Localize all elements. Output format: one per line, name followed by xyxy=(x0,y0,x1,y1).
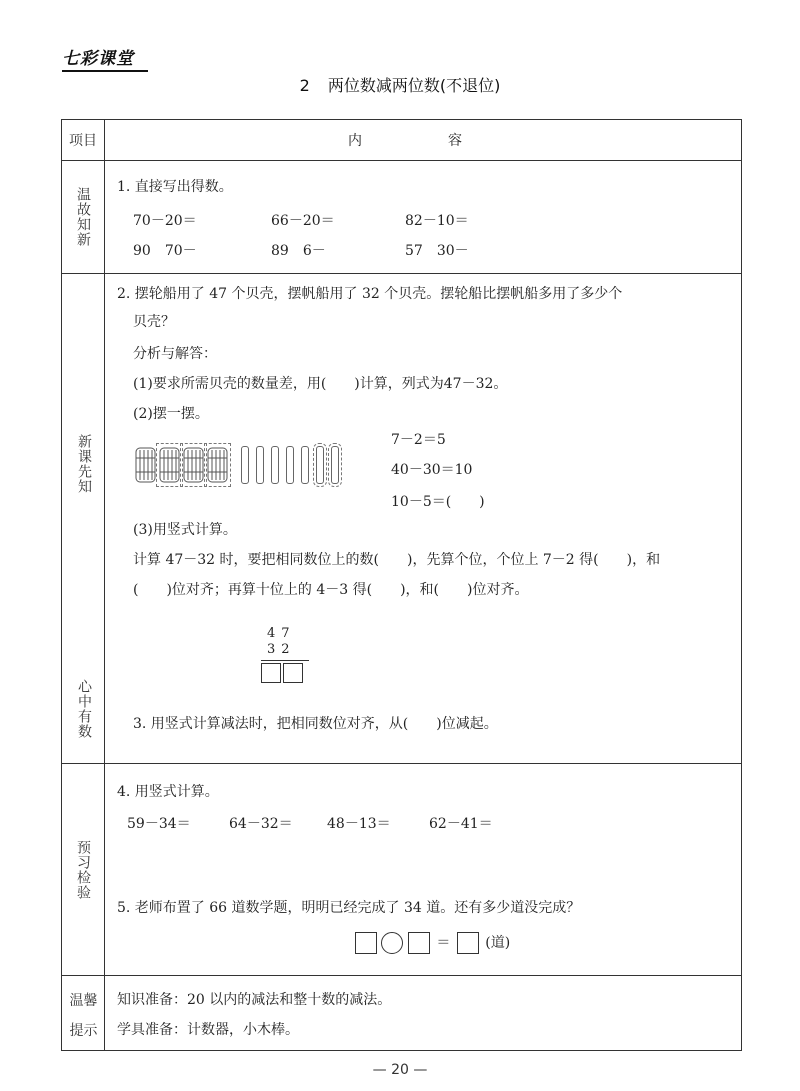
answer-box[interactable] xyxy=(355,932,377,954)
equation-2: 40－30＝10 xyxy=(391,462,473,478)
explanation-line-1: 计算 47－32 时，要把相同数位上的数( )，先算个位，个位上 7－2 得( )，和 xyxy=(133,552,661,568)
calculation-rule xyxy=(261,660,309,661)
calc-item: 66－20＝ xyxy=(271,213,335,229)
calc-item: 82－10＝ xyxy=(405,213,469,229)
subtrahend: 32 xyxy=(267,642,296,657)
stick-bundle-icon xyxy=(183,446,204,484)
tips-content xyxy=(105,976,742,1051)
tips-line-1: 知识准备：20 以内的减法和整十数的减法。 xyxy=(117,992,392,1008)
stick-bundle-icon xyxy=(207,446,228,484)
question-2-cont: 贝壳？ xyxy=(133,314,175,330)
review-label: 温故知新 xyxy=(75,187,91,247)
table-head-row xyxy=(62,120,742,161)
heart-label: 心中有数 xyxy=(76,679,92,739)
step-1: (1)要求所需贝壳的数量差，用( )计算，列式为47－32。 xyxy=(133,376,508,392)
preview-label: 预习检验 xyxy=(75,839,91,900)
logo-underline xyxy=(62,70,148,72)
answer-equation xyxy=(355,932,512,954)
lesson-title: 两位数减两位数(不退位) xyxy=(327,76,501,95)
single-stick-icon xyxy=(286,446,294,484)
tips-row xyxy=(62,976,742,1051)
review-content xyxy=(105,161,742,274)
step-2: (2)摆一摆。 xyxy=(133,406,209,422)
calc-item: 57 30－ xyxy=(405,243,469,259)
single-stick-icon xyxy=(301,446,309,484)
tips-label-cell xyxy=(62,976,105,1051)
head-content: 内 容 xyxy=(105,120,742,161)
single-stick-icon xyxy=(331,446,339,484)
calc-item: 89 6－ xyxy=(271,243,326,259)
tips-label: 温馨提示 xyxy=(69,993,98,1039)
answer-box[interactable] xyxy=(408,932,430,954)
question-4: 4. 用竖式计算。 xyxy=(117,784,219,800)
new-label: 新课先知 xyxy=(76,434,92,494)
counting-sticks xyxy=(135,446,339,484)
brand-logo: 七彩课堂 xyxy=(62,49,134,69)
single-stick-icon xyxy=(256,446,264,484)
tips-line-2: 学具准备：计数器，小木棒。 xyxy=(117,1022,299,1038)
stick-bundle-icon xyxy=(159,446,180,484)
new-label-cell xyxy=(62,274,105,764)
answer-box[interactable] xyxy=(283,663,303,683)
vertical-calculation xyxy=(261,626,309,688)
calc-item: 62－41＝ xyxy=(429,816,493,832)
equation-3: 10－5＝( ) xyxy=(391,494,485,510)
page-title xyxy=(0,73,800,96)
page-number: — 20 — xyxy=(372,1062,428,1078)
review-label-cell xyxy=(62,161,105,274)
single-stick-icon xyxy=(316,446,324,484)
new-knowledge-row xyxy=(62,274,742,764)
calc-item: 59－34＝ xyxy=(127,816,191,832)
lesson-table xyxy=(61,119,742,1051)
answer-box[interactable] xyxy=(261,663,281,683)
step-3: (3)用竖式计算。 xyxy=(133,522,237,538)
preview-label-cell xyxy=(62,764,105,976)
single-stick-icon xyxy=(271,446,279,484)
unit-label: (道) xyxy=(485,935,511,951)
review-row xyxy=(62,161,742,274)
equation-1: 7－2＝5 xyxy=(391,432,446,448)
question-2: 2. 摆轮船用了 47 个贝壳，摆帆船用了 32 个贝壳。摆轮船比摆帆船多用了多少个 xyxy=(117,286,623,302)
question-3: 3. 用竖式计算减法时，把相同数位对齐，从( )位减起。 xyxy=(133,716,498,732)
question-5: 5. 老师布置了 66 道数学题，明明已经完成了 34 道。还有多少道没完成？ xyxy=(117,900,581,916)
lesson-number: 2 xyxy=(299,76,310,95)
preview-content xyxy=(105,764,742,976)
analysis-label: 分析与解答： xyxy=(133,346,217,362)
stick-bundle-icon xyxy=(135,446,156,484)
preview-row xyxy=(62,764,742,976)
question-1: 1. 直接写出得数。 xyxy=(117,179,233,195)
operator-circle[interactable] xyxy=(381,932,403,954)
single-stick-icon xyxy=(241,446,249,484)
minuend: 47 xyxy=(267,626,296,641)
calc-item: 70－20＝ xyxy=(133,213,197,229)
new-content xyxy=(105,274,742,764)
head-item: 项目 xyxy=(62,120,105,161)
equals-sign: ＝ xyxy=(436,935,451,951)
explanation-line-2: ( )位对齐；再算十位上的 4－3 得( )，和( )位对齐。 xyxy=(133,582,529,598)
calc-item: 48－13＝ xyxy=(327,816,391,832)
calc-item: 90 70－ xyxy=(133,243,197,259)
answer-box[interactable] xyxy=(457,932,479,954)
calc-item: 64－32＝ xyxy=(229,816,293,832)
